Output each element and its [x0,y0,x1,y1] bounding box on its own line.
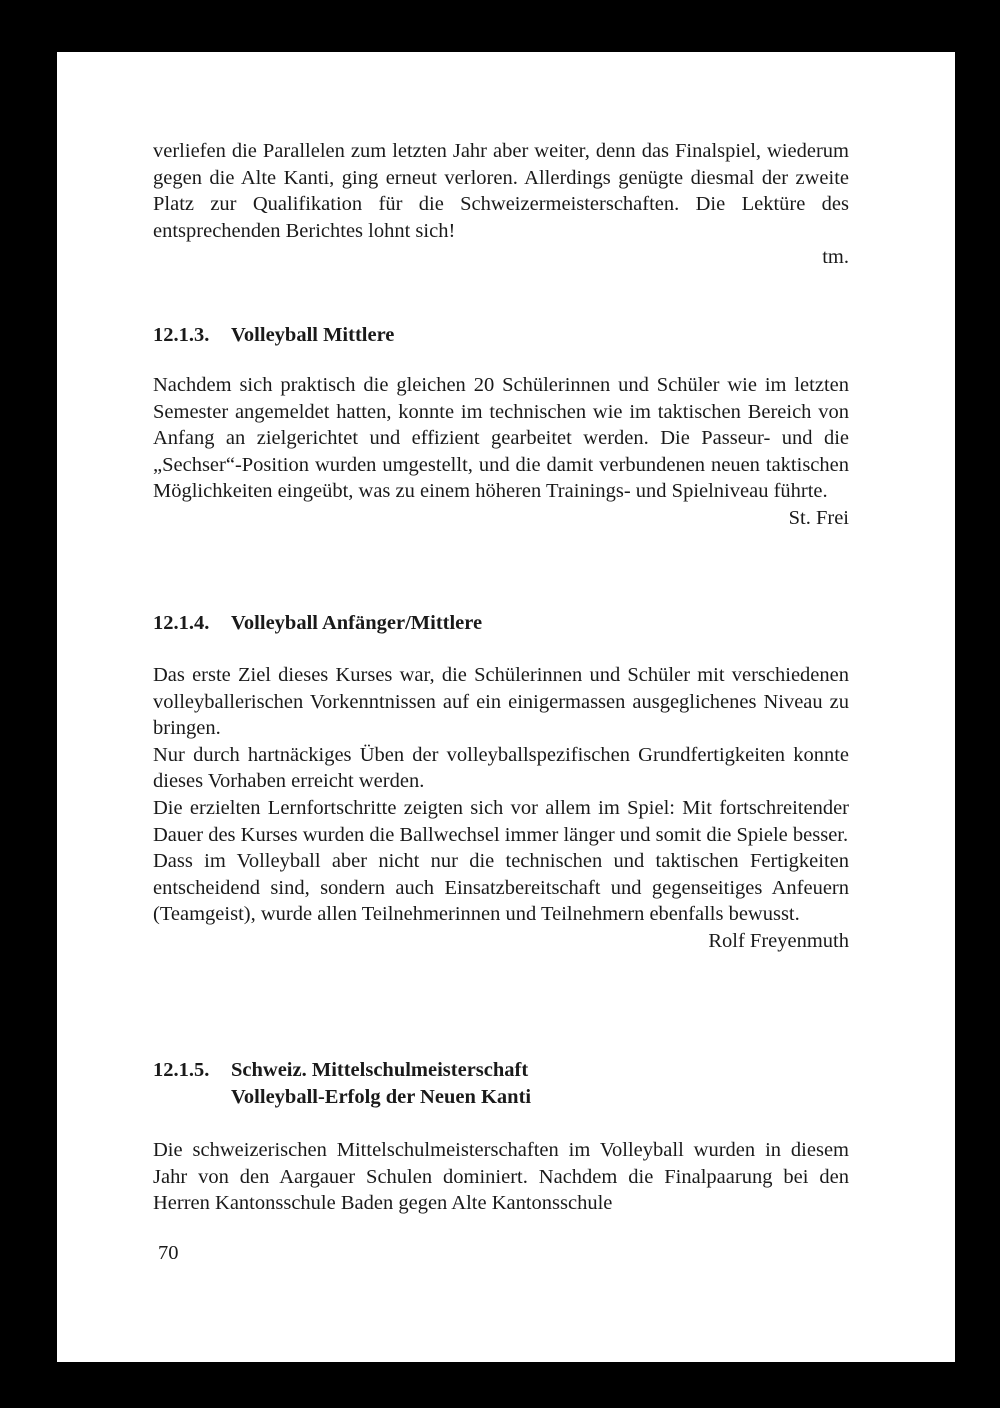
section-signature: Rolf Freyenmuth [708,929,849,952]
section-heading-12-1-4 [153,610,482,637]
page-number: 70 [158,1242,179,1264]
section-paragraph: Die schweizerischen Mittelschulmeisterschaften im Volleyball wurden in diesem Jahr von den Aargauer Schulen dominiert. Nachdem die Finalpaarung bei den Herren Kantonsschule Baden gegen Alte Kantonsschule [153,1139,849,1215]
section-number: 12.1.5. [153,1059,210,1081]
section-heading-12-1-5 [153,1057,531,1111]
section-number: 12.1.3. [153,324,210,346]
section-paragraph: Die erzielten Lernfortschritte zeigten sich vor allem im Spiel: Mit fortschreitender Dauer des Kurses wurden die Ballwechsel immer länger und somit die Spiele besser. [153,796,849,846]
section-body-12-1-3 [153,372,849,532]
section-paragraph: Das erste Ziel dieses Kurses war, die Schülerinnen und Schüler mit verschiedenen volleyballerischen Vorkenntnissen auf ein einigermassen ausgeglichenes Niveau zu bringen. [153,664,849,740]
section-paragraph: Nachdem sich praktisch die gleichen 20 Schülerinnen und Schüler wie im letzten Semester angemeldet hatten, konnte im technischen wie im taktischen Bereich von Anfang an zielgerichtet und effizient gearbeitet werden. Die Passeur- und die „Sechser“-Position wurden umgestellt, und die damit verbundenen neuen taktischen Möglichkeiten eingeübt, was zu einem höheren Trainings- und Spielniveau führte. [153,374,849,503]
section-paragraph: Nur durch hartnäckiges Üben der volleyballspezifischen Grundfertigkeiten konnte dieses Vorhaben erreicht werden. [153,743,849,793]
section-body-12-1-4 [153,662,849,955]
section-subtitle: Volleyball-Erfolg der Neuen Kanti [231,1086,532,1108]
intro-signature: tm. [822,246,849,269]
intro-paragraph: verliefen die Parallelen zum letzten Jahr aber weiter, denn das Finalspiel, wiederum gegen die Alte Kanti, ging erneut verloren. Allerdings genügte diesmal der zweite Platz zur Qualifikation für die Schweizermeisterschaften. Die Lektüre des entsprechenden Berichtes lohnt sich! [153,140,849,242]
section-title: Schweiz. Mittelschulmeisterschaft [231,1059,529,1081]
section-signature: St. Frei [788,506,849,529]
section-heading-12-1-3 [153,322,394,349]
section-number: 12.1.4. [153,612,210,634]
section-title: Volleyball Anfänger/Mittlere [231,612,483,634]
intro-block [153,138,849,271]
document-page [57,52,955,1362]
section-paragraph: Dass im Volleyball aber nicht nur die technischen und taktischen Fertigkeiten entscheidend sind, sondern auch Einsatzbereitschaft und gegenseitiges Anfeuern (Teamgeist), wurde allen Teilnehmerinnen und Teilnehmern ebenfalls bewusst. [153,850,849,926]
section-title: Volleyball Mittlere [231,324,395,346]
section-body-12-1-5 [153,1137,849,1217]
